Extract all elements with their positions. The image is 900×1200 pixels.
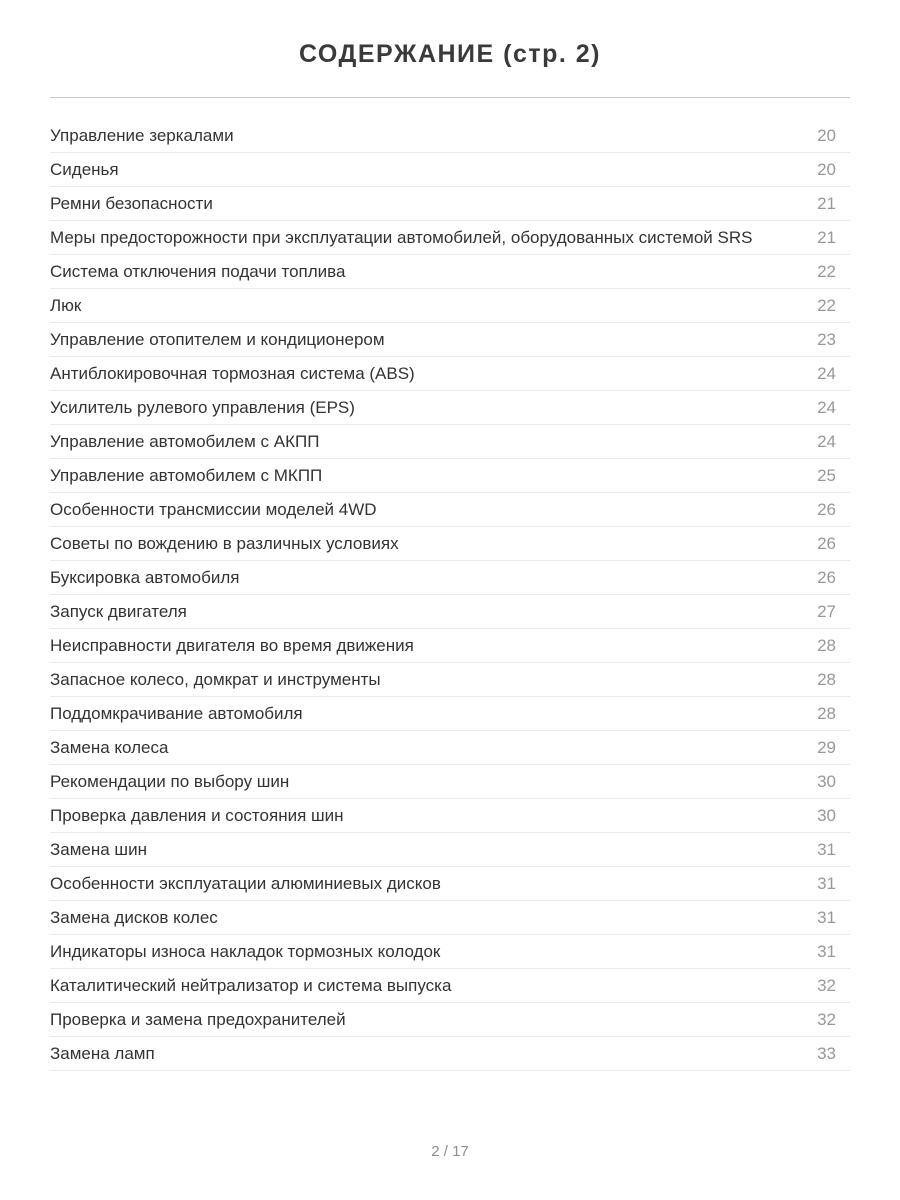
toc-entry-label: Замена ламп bbox=[50, 1043, 155, 1063]
toc-entry-label: Рекомендации по выбору шин bbox=[50, 771, 290, 791]
toc-entry-page: 22 bbox=[817, 261, 836, 281]
toc-row bbox=[50, 901, 850, 935]
toc-row bbox=[50, 697, 850, 731]
toc-row bbox=[50, 493, 850, 527]
toc-entry-label: Управление автомобилем с МКПП bbox=[50, 465, 323, 485]
toc-entry-label: Замена дисков колес bbox=[50, 907, 218, 927]
toc-entry-label: Особенности трансмиссии моделей 4WD bbox=[50, 499, 377, 519]
toc-entry-label: Неисправности двигателя во время движения bbox=[50, 635, 414, 655]
toc-entry-page: 26 bbox=[817, 533, 836, 553]
toc-entry-page: 24 bbox=[817, 363, 836, 383]
toc-row bbox=[50, 255, 850, 289]
toc-entry-label: Замена шин bbox=[50, 839, 147, 859]
toc-entry-page: 31 bbox=[817, 907, 836, 927]
toc-entry-page: 30 bbox=[817, 805, 836, 825]
toc-entry-label: Советы по вождению в различных условиях bbox=[50, 533, 399, 553]
toc-entry-label: Управление зеркалами bbox=[50, 125, 234, 145]
toc-entry-page: 20 bbox=[817, 159, 836, 179]
toc-entry-label: Люк bbox=[50, 295, 82, 315]
toc-entry-label: Меры предосторожности при эксплуатации автомобилей, оборудованных системой SRS bbox=[50, 227, 753, 247]
toc-entry-page: 26 bbox=[817, 567, 836, 587]
toc-entry-label: Индикаторы износа накладок тормозных колодок bbox=[50, 941, 441, 961]
toc-row bbox=[50, 153, 850, 187]
toc-list bbox=[50, 119, 850, 1071]
toc-entry-label: Сиденья bbox=[50, 159, 119, 179]
toc-row bbox=[50, 799, 850, 833]
toc-row bbox=[50, 119, 850, 153]
toc-entry-label: Антиблокировочная тормозная система (ABS) bbox=[50, 363, 415, 383]
toc-entry-label: Проверка и замена предохранителей bbox=[50, 1009, 346, 1029]
toc-entry-page: 31 bbox=[817, 941, 836, 961]
toc-row bbox=[50, 459, 850, 493]
toc-entry-page: 32 bbox=[817, 975, 836, 995]
toc-entry-label: Буксировка автомобиля bbox=[50, 567, 240, 587]
toc-row bbox=[50, 357, 850, 391]
toc-entry-page: 23 bbox=[817, 329, 836, 349]
toc-entry-label: Система отключения подачи топлива bbox=[50, 261, 346, 281]
toc-entry-page: 24 bbox=[817, 397, 836, 417]
toc-entry-page: 20 bbox=[817, 125, 836, 145]
toc-row bbox=[50, 323, 850, 357]
page-title: СОДЕРЖАНИЕ (стр. 2) bbox=[298, 40, 602, 68]
toc-entry-page: 21 bbox=[817, 193, 836, 213]
toc-entry-page: 32 bbox=[817, 1009, 836, 1029]
toc-row bbox=[50, 867, 850, 901]
toc-entry-page: 28 bbox=[817, 703, 836, 723]
toc-row bbox=[50, 221, 850, 255]
toc-row bbox=[50, 595, 850, 629]
toc-row bbox=[50, 765, 850, 799]
toc-row bbox=[50, 629, 850, 663]
toc-entry-page: 33 bbox=[817, 1043, 836, 1063]
toc-row bbox=[50, 425, 850, 459]
toc-entry-label: Поддомкрачивание автомобиля bbox=[50, 703, 303, 723]
toc-entry-page: 28 bbox=[817, 669, 836, 689]
toc-row bbox=[50, 289, 850, 323]
toc-entry-page: 25 bbox=[817, 465, 836, 485]
toc-row bbox=[50, 731, 850, 765]
toc-entry-label: Особенности эксплуатации алюминиевых дисков bbox=[50, 873, 441, 893]
toc-entry-label: Ремни безопасности bbox=[50, 193, 213, 213]
toc-entry-page: 26 bbox=[817, 499, 836, 519]
toc-entry-label: Управление отопителем и кондиционером bbox=[50, 329, 385, 349]
title-divider bbox=[50, 97, 850, 98]
toc-row bbox=[50, 833, 850, 867]
toc-row bbox=[50, 969, 850, 1003]
toc-row bbox=[50, 561, 850, 595]
toc-entry-page: 31 bbox=[817, 839, 836, 859]
toc-row bbox=[50, 935, 850, 969]
toc-entry-page: 27 bbox=[817, 601, 836, 621]
toc-entry-label: Замена колеса bbox=[50, 737, 169, 757]
toc-row bbox=[50, 187, 850, 221]
toc-row bbox=[50, 1037, 850, 1071]
toc-entry-label: Усилитель рулевого управления (EPS) bbox=[50, 397, 355, 417]
toc-entry-page: 30 bbox=[817, 771, 836, 791]
toc-entry-label: Управление автомобилем с АКПП bbox=[50, 431, 320, 451]
toc-entry-page: 22 bbox=[817, 295, 836, 315]
toc-entry-page: 31 bbox=[817, 873, 836, 893]
toc-entry-page: 21 bbox=[817, 227, 836, 247]
page-number-indicator: 2 / 17 bbox=[431, 1143, 469, 1160]
toc-row bbox=[50, 391, 850, 425]
toc-entry-page: 24 bbox=[817, 431, 836, 451]
toc-entry-label: Проверка давления и состояния шин bbox=[50, 805, 344, 825]
toc-entry-page: 28 bbox=[817, 635, 836, 655]
toc-row bbox=[50, 663, 850, 697]
toc-row bbox=[50, 527, 850, 561]
toc-entry-page: 29 bbox=[817, 737, 836, 757]
toc-entry-label: Запасное колесо, домкрат и инструменты bbox=[50, 669, 381, 689]
toc-entry-label: Запуск двигателя bbox=[50, 601, 187, 621]
toc-entry-label: Каталитический нейтрализатор и система выпуска bbox=[50, 975, 452, 995]
toc-row bbox=[50, 1003, 850, 1037]
